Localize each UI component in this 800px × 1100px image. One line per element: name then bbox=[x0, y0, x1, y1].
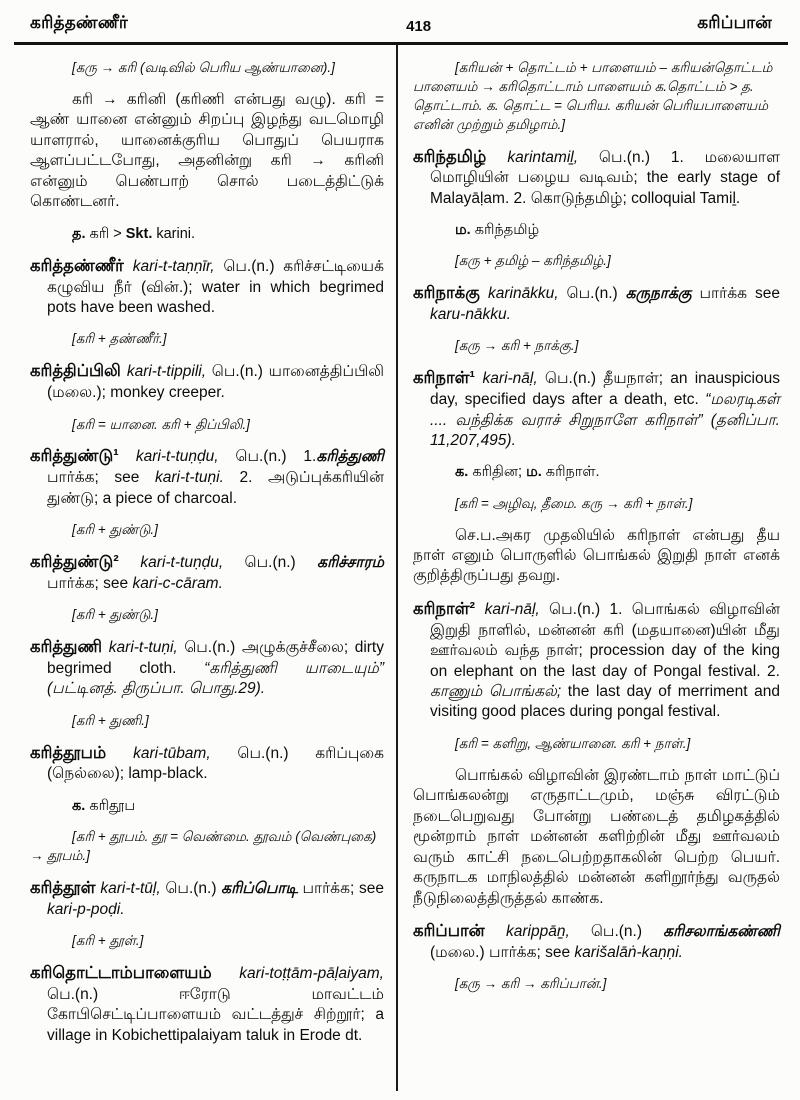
text-segment: கரித்துண்டு¹ bbox=[30, 447, 136, 466]
text-segment: கரித்திப்பிலி bbox=[30, 362, 127, 381]
cognate-note bbox=[413, 463, 780, 482]
text-segment: kari-toṭṭām-pāḷaiyam, bbox=[239, 964, 384, 982]
text-segment: kari-t-tippili, bbox=[126, 363, 207, 381]
text-segment: karišalāṅ-kaṇṇi. bbox=[574, 943, 683, 961]
text-segment: கரிந்தமிழ் bbox=[470, 222, 540, 239]
text-segment: 2. அடுப்புக்கரியின் துண்டு; a piece of charcoal. bbox=[47, 469, 384, 507]
etymology-note bbox=[30, 330, 384, 349]
text-segment: கரிநாக்கு bbox=[413, 284, 488, 303]
text-segment: karu-nākku. bbox=[430, 306, 511, 324]
text-segment: பெ.(n.) கரிச்சட்டியைக் கழுவிய நீர் (வின்.); water in which begrimed pots have been washed. bbox=[47, 257, 384, 316]
text-segment: பெ.(n.) bbox=[223, 553, 318, 571]
dictionary-entry bbox=[30, 446, 384, 509]
text-segment: பெ.(n.) bbox=[558, 285, 626, 303]
dictionary-entry bbox=[413, 283, 780, 325]
text-segment: பெ.(n.) 1. மலையாள மொழியின் பழைய வடிவம்; the early stage of Malayāḷam. 2. கொடுந்தமிழ்; colloquial Tamiḻ. bbox=[430, 148, 780, 207]
dictionary-entry bbox=[30, 963, 384, 1046]
text-segment: கரி → கரினி (கரிணி என்பது வழு). கரி = ஆண் யானை என்னும் சிறப்பு இழந்து வடமொழி யாளரால், யானைக்குரிய பொதுப் பெயராக ஆளப்பட்டபோது, அதனின்று கரி → கரினி என்னும் பெண்பாற் சொல் படைத்திட்டுக் கொண்டனர். bbox=[30, 90, 384, 211]
text-columns bbox=[0, 45, 800, 1091]
text-segment: karintamiḻ, bbox=[507, 148, 579, 166]
text-segment: கரிநாள்¹ bbox=[413, 369, 483, 388]
text-segment: கரிப்பான் bbox=[413, 921, 506, 940]
text-segment: கரித்தண்ணீர் bbox=[30, 256, 133, 275]
text-segment: [கரி = களிறு, ஆண்யானை. கரி + நாள்.] bbox=[455, 735, 691, 751]
etymology-note bbox=[30, 521, 384, 540]
text-segment: “மலரடிகள் .... வந்திக்க வராச் சிறுநாளே கரிநாள்” (தனிப்பா. 11,207,495). bbox=[430, 391, 780, 450]
text-segment: காணும் பொங்கல்; bbox=[430, 682, 562, 700]
etymology-note bbox=[413, 975, 780, 994]
guide-word-right: கரிப்பான் bbox=[697, 13, 772, 32]
text-segment: பெ.(n.) 1. பொங்கல் விழாவின் இறுதி நாளில், மன்னன் கரி (மதயானை)யின் மீது ஊர்வலம் வந்த நாள்; procession day of the king on elephant on the last day of Pongal festival. 2. bbox=[430, 600, 780, 680]
text-segment: பெ.(n.) bbox=[160, 879, 222, 897]
text-segment: Skt. bbox=[125, 225, 153, 242]
text-segment: [கரி + துண்டு.] bbox=[72, 607, 158, 623]
text-segment: பார்க்க see bbox=[691, 285, 780, 303]
page-header bbox=[0, 0, 800, 42]
text-segment: பெ.(n.) அழுக்குச்சீலை; dirty begrimed cloth. bbox=[47, 639, 384, 677]
dictionary-entry bbox=[413, 599, 780, 723]
etymology-note bbox=[30, 932, 384, 951]
text-segment: கரிசலாங்கண்ணி bbox=[663, 922, 780, 940]
dictionary-entry bbox=[413, 921, 780, 963]
text-segment: kari-nāḷ, bbox=[482, 370, 538, 388]
text-segment: க. bbox=[72, 797, 86, 814]
text-segment: [கரி + துணி.] bbox=[72, 712, 149, 728]
text-segment: பார்க்க; see bbox=[297, 879, 384, 897]
text-segment: கரித்தூபம் bbox=[30, 743, 134, 762]
text-segment: [கரி = யானை. கரி + திப்பிலி.] bbox=[72, 416, 250, 432]
dictionary-entry bbox=[30, 743, 384, 785]
text-segment: கரிநாள்² bbox=[413, 599, 485, 618]
cognate-note bbox=[30, 225, 384, 244]
text-segment: kari-tūbam, bbox=[133, 744, 211, 762]
dictionary-entry bbox=[30, 552, 384, 594]
text-segment: கரிநாள். bbox=[541, 464, 600, 481]
text-segment: kari-c-cāram. bbox=[132, 574, 223, 592]
text-segment: ம. bbox=[455, 222, 471, 239]
page-number: 418 bbox=[406, 18, 432, 35]
etymology-note bbox=[30, 828, 384, 866]
dictionary-entry bbox=[30, 637, 384, 700]
text-segment: கரிதூப bbox=[85, 797, 136, 814]
text-segment: பெ.(n.) கரிப்புகை (நெல்லை); lamp-black. bbox=[47, 744, 384, 783]
text-segment: கரிச்சாரம் bbox=[317, 553, 384, 571]
dictionary-entry bbox=[30, 361, 384, 403]
dictionary-entry bbox=[413, 368, 780, 451]
left-column bbox=[0, 45, 396, 1091]
text-segment: [கரி + தூபம். தூ = வெண்மை. தூவம் (வெண்புகை) → தூபம்.] bbox=[30, 828, 377, 863]
text-segment: பெ.(n.) தீயநாள்; an inauspicious day, specified days after a death, etc. bbox=[430, 370, 780, 409]
text-segment: kari-nāḷ, bbox=[484, 600, 540, 618]
etymology-note bbox=[413, 337, 780, 356]
text-segment: பெ.(n.) 1. bbox=[218, 448, 317, 466]
text-segment: karippāṉ, bbox=[505, 922, 570, 940]
text-segment: கரித்துணி bbox=[316, 448, 384, 466]
text-segment: “கரித்துணி யாடையும்” (பட்டினத். திருப்பா. பொது.29). bbox=[47, 659, 384, 698]
text-segment: த. bbox=[72, 225, 86, 242]
dictionary-entry bbox=[413, 147, 780, 210]
text-segment: பெ.(n.) யானைத்திப்பிலி (மலை.); monkey creeper. bbox=[47, 363, 384, 402]
text-segment: kari-t-taṇṇīr, bbox=[132, 257, 215, 275]
text-segment: [கரியன் + தொட்டம் + பாளையம் – கரியன்தொட்டம் பாளையம் → கரிதொட்டாம் பாளையம் க.தொட்டம் > த. தொட்டாம். க. தொட்ட = பெரிய. கரியன் பெரியபாளையம் எனின் முற்றும் தமிழாம்.] bbox=[413, 60, 773, 132]
cognate-note bbox=[413, 221, 780, 240]
text-segment: க. bbox=[455, 464, 469, 481]
text-segment: கரி > bbox=[85, 225, 126, 242]
right-column bbox=[398, 45, 800, 1091]
text-segment: பொங்கல் விழாவின் இரண்டாம் நாள் மாட்டுப் பொங்கலன்று எருதாட்டமும், மஞ்சு விரட்டும் நடைபெறுவது போன்று பண்டைத் தமிழகத்தில் மூன்றாம் நாள் மன்னன் களிற்றின் மீது ஊர்வலம் வரும் காட்சி நடைபெற்றதாகலின் பெற்ற பெயர். கருநாடக மாநிலத்தில் மன்னன் களிறூர்ந்து வருதல் நீடுநிலைத்திருத்தல் காண்க. bbox=[413, 766, 780, 907]
text-segment: [கரி = அழிவு, தீமை. கரு → கரி + நாள்.] bbox=[455, 495, 693, 511]
text-segment: கரித்துண்டு² bbox=[30, 552, 141, 571]
text-segment: the last day of merriment and visiting good places during pongal festival. bbox=[430, 682, 780, 721]
text-segment: kari-t-tuṇḍu, bbox=[135, 448, 219, 466]
etymology-note bbox=[30, 59, 384, 78]
text-segment: பெ.(n.) ஈரோடு மாவட்டம் கோபிசெட்டிப்பாளையம் வட்டத்துச் சிற்றூர்; a village in Kobichettipalaiyam taluk in Erode dt. bbox=[47, 985, 384, 1044]
text-segment: கரித்துணி bbox=[30, 638, 109, 657]
text-segment: kari-t-tuṇi. bbox=[154, 469, 224, 487]
text-segment: kari-t-tuṇḍu, bbox=[140, 553, 224, 571]
text-segment: [கரி + தூள்.] bbox=[72, 932, 144, 948]
etymology-note bbox=[413, 735, 780, 754]
text-segment: பார்க்க; see bbox=[47, 469, 155, 487]
text-segment: பெ.(n.) bbox=[569, 922, 664, 940]
text-segment: கரிதொட்டாம்பாளையம் bbox=[30, 963, 240, 982]
commentary-paragraph bbox=[30, 90, 384, 213]
text-segment: [கரு → கரி + நாக்கு.] bbox=[455, 338, 579, 354]
text-segment: பார்க்க; see bbox=[47, 574, 133, 592]
text-segment: கரிந்தமிழ் bbox=[413, 147, 508, 166]
etymology-note bbox=[30, 712, 384, 731]
guide-word-left: கரித்தண்ணீர் bbox=[30, 13, 128, 32]
text-segment: [கரி + துண்டு.] bbox=[72, 522, 158, 538]
text-segment: [கரி + தண்ணீர்.] bbox=[72, 331, 167, 347]
text-segment: kari-t-tuṇi, bbox=[108, 639, 178, 657]
etymology-note bbox=[413, 495, 780, 514]
text-segment: karini. bbox=[152, 225, 196, 242]
text-segment: கரிப்பொடி bbox=[221, 879, 298, 897]
dictionary-entry bbox=[30, 256, 384, 319]
etymology-note bbox=[30, 416, 384, 435]
text-segment: kari-t-tūḷ, bbox=[100, 879, 161, 897]
dictionary-entry bbox=[30, 878, 384, 920]
text-segment: கரித்தூள் bbox=[30, 878, 101, 897]
text-segment: செ.ப.அகர முதலியில் கரிநாள் என்பது தீய நாள் எனும் பொருளில் பொங்கல் இறுதி நாள் எனக் குறித்திருப்பது தவறு. bbox=[413, 526, 780, 585]
text-segment: [கரு + தமிழ் – கரிந்தமிழ்.] bbox=[455, 253, 611, 269]
text-segment: கரிதின; bbox=[468, 464, 527, 481]
commentary-paragraph bbox=[413, 526, 780, 587]
text-segment: karinākku, bbox=[487, 285, 559, 303]
text-segment: கருநாக்கு bbox=[625, 285, 692, 303]
text-segment: ம. bbox=[526, 464, 542, 481]
text-segment: kari-p-poḍi. bbox=[47, 900, 125, 918]
text-segment: [கரு → கரி → கரிப்பான்.] bbox=[455, 976, 607, 992]
cognate-note bbox=[30, 797, 384, 816]
etymology-note bbox=[413, 59, 780, 135]
text-segment: [கரு → கரி (வடிவில் பெரிய ஆண்யானை).] bbox=[72, 60, 335, 75]
commentary-paragraph bbox=[413, 766, 780, 909]
etymology-note bbox=[413, 252, 780, 271]
etymology-note bbox=[30, 606, 384, 625]
text-segment: (மலை.) பார்க்க; see bbox=[430, 943, 575, 961]
